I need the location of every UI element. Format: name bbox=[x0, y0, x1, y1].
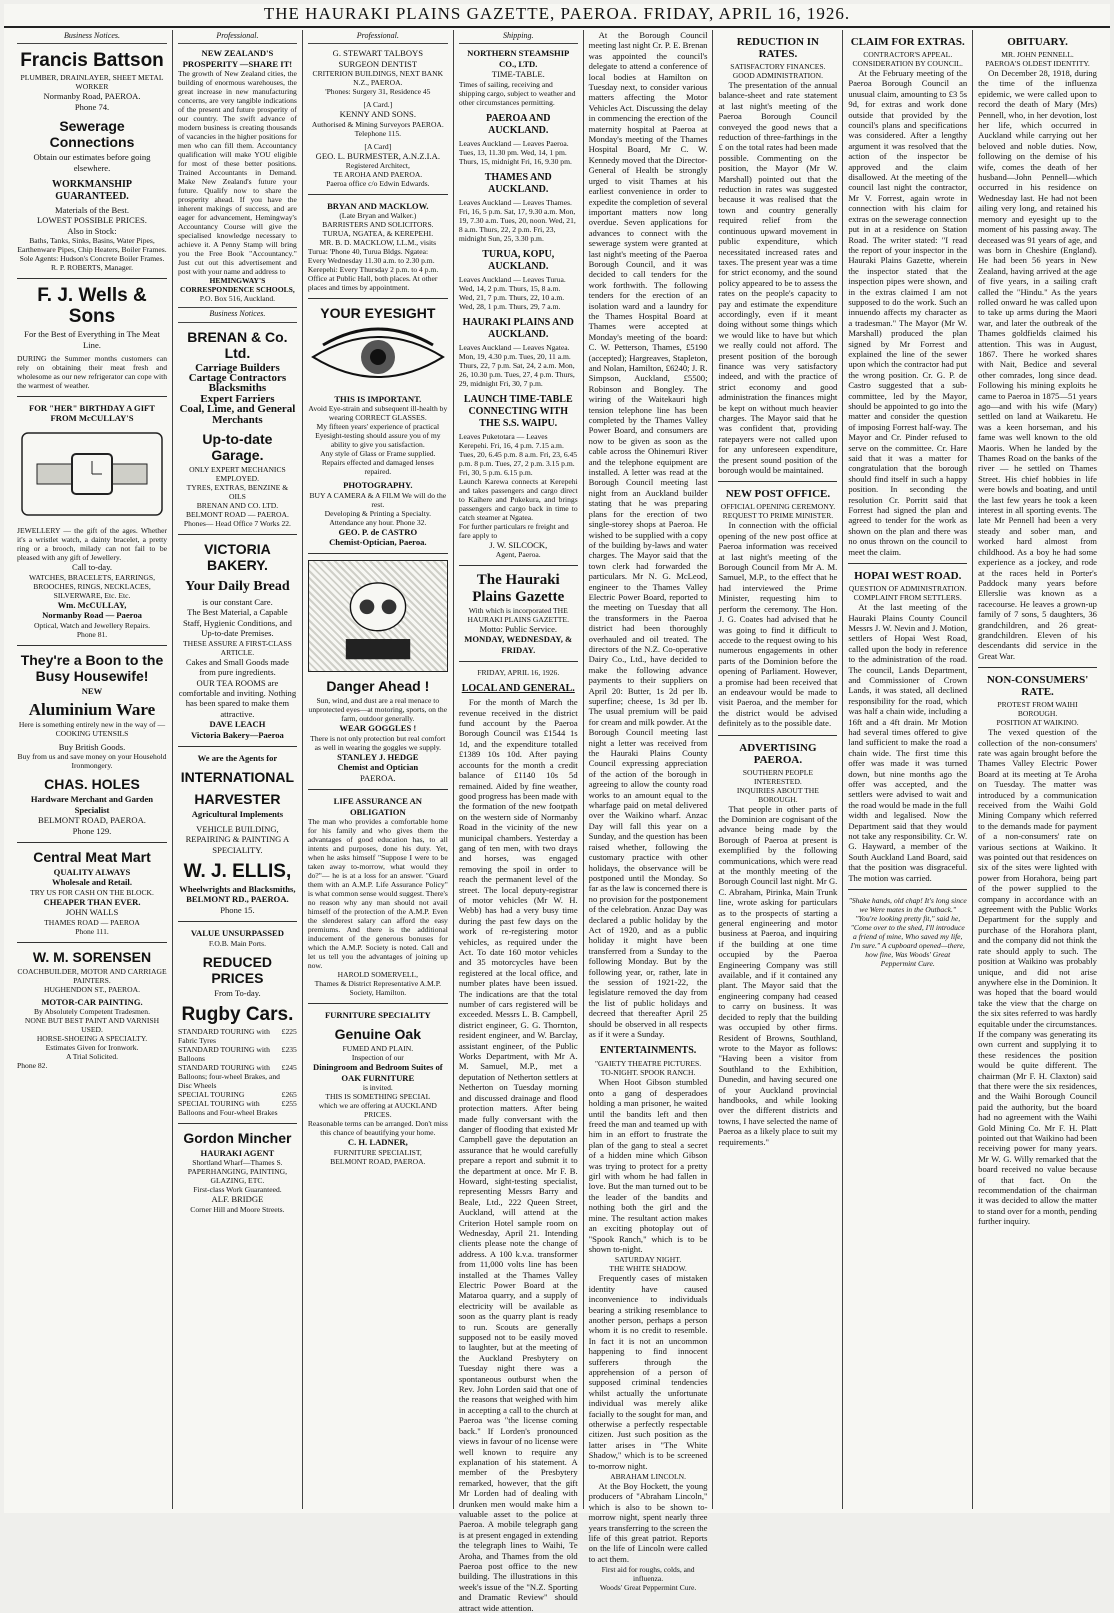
life-head: LIFE ASSURANCE AN OBLIGATION bbox=[333, 796, 422, 817]
column-8 bbox=[973, 30, 1102, 1509]
sorensen-addr: HUGHENDON ST., PAEROA. bbox=[44, 984, 140, 994]
harvester-l3: Agricultural Implements bbox=[191, 809, 284, 820]
burmester-addr: TE AROHA AND PAEROA. bbox=[333, 170, 423, 180]
bryan-trade: BARRISTERS AND SOLICITORS. bbox=[322, 220, 434, 230]
brenan-addr: BELMONT ROAD — PAEROA. bbox=[185, 510, 289, 520]
mccullay-call: Call to-day. bbox=[71, 562, 112, 573]
divider bbox=[178, 746, 297, 747]
local-general-body: For the month of March the revenue received in the district fund account by the Paeroa Borough Council was £1544 1s 1d, and the expenditure totalled £1389 10s 10d. After paying accounts for the month a credit balance of £1140 10s 5d remained. Aided by fine weather, good progress has been made with the formation of the new footpath on the western side of Normanby Road in the vicinity of the new municipal chambers. Yesterday a gang of ten men, with two drays and horses, was engaged removing the spoil in order to reach the permanent level of the street. The local deputy-registrar of motor vehicles (Mr W. H. Webb) has had a very busy time during the past few days on the work of re-registering motor vehicles, as required under the Act. To date 160 motor vehicles and 35 motorcycles have been registered at the local office, and number plates have been issued. The indications are that the total number of cars registered will be exceeded. Messrs L. B. Campbell, district engineer, G. G. Thornton, resident engineer, and W. Barclay, assistant engineer, of the Public Works Department, with Mr A. M. Samuel, M.P., met a deputation of Netherton settlers at Netherton on Tuesday morning and discussed drainage and flood protection matters. After being made fully conversant with the danger of flooding that existed Mr Campbell gave the deputation an assurance that he would carefully prepare a report and submit it to the department at once. Mr F. B. Howard, sight-testing specialist, representing Messrs Barry and Beale, Ltd., 222 Queen Street, Auckland, will attend at the Criterion Hotel sample room on Wednesday, April 21. Intending clients please note the change of address. A 100 k.v.a. transformer from 11,000 volts line has been installed at the Thames Valley Electric Power Board at the Mataroa quarry, and a supply of electricity will be available as soon as the quarry plant is ready to run. Scouts are generally supposed not to be easily moved to laughter, but at the meeting of the Auckland Presbytery on Tuesday night there was a spontaneous outburst when the Rev. John Lorden said that one of the reasons that weighed with him in accepting a call to the church at Paeroa was "the license coming back." If Lorden's pronounced views in favour of no license were well known to require any explanation of his statement. A member of the Presbytery remarked, however, that the gift Mr Lorden had of dealing with drunken men would make him a valuable asset to the police at Paeroa. A mobile telegraph gang is at present engaged in extending the telegraph lines to Waihi, Te Aroha, and Thames from the old Paeroa post office to the new building. The illustrations in this week's issue of the "N.Z. Sporting and Dramatic Review" should attract wide attention. bbox=[458, 697, 578, 1613]
sorensen-phone: Phone 82. bbox=[17, 1060, 48, 1070]
non-consumers-head: NON-CONSUMERS' RATE. bbox=[986, 674, 1089, 699]
eyesight-any: Any style of Glass or Frame supplied. bbox=[320, 449, 436, 459]
stock-text: Also in Stock: bbox=[67, 225, 117, 236]
furniture-inv: is invited. bbox=[362, 1083, 393, 1093]
entertainments-head: ENTERTAINMENTS. bbox=[599, 1045, 697, 1057]
furniture-oakf: OAK FURNITURE bbox=[341, 1072, 415, 1083]
obituary-body: On December 28, 1918, during the time of the influenza epidemic, we were called upon to record the death of Mary (Mrs) Pennell, who, in her devotion, lost her life, which occurred in Auckland while carrying out her beloved and noble duties. Now, following on the demise of his wife, comes the death of her husband—John Pennell—which occurred in his residence on Wednesday last. He had not been ailing very long, and retained his memory and eyesight up to the moment of his passing away. The deceased was 91 years of age, and was born in Cheshire (England). He had been 56 years in New Zealand, having arrived at the age of five years, in a sailing craft called the "Hindu." As the years rolled onward he was called upon to take up arms during the Maori war, and later the outbreak of the Thames goldfields claimed his attention. This was in August, 1867. There he worked shares with Nait, Bedice and several other comrades, long since dead. Following his mining exploits he came to Paeroa in 1875—51 years ago—and with his wife (Mary) settled on land at Waikaretu. He was a keen horseman, and his fame was well known to the old Maoris. When he landed by the Thames Road on the banks of the river — he settled on Thames Street. His chief hobbies in life were bowls and boating, and until the last few years he took a keen interest in all sporting events. The late Mr Pennell had been a very steady and sober man, and worked hard almost from childhood. As a boy he had some experience as a jockey, and rode at the races held in Porter's Paddock many years before Ellerslie was known as a racecourse. He leaves a grown-up family of 7 sons, 5 daughters, 36 grandchildren, and 26 great-grandchildren. Eleven of his descendants did service in the Great War. bbox=[978, 68, 1097, 661]
stanley-name: STANLEY J. HEDGE bbox=[337, 751, 419, 762]
boon-head: They're a Boon to the Busy Housewife! bbox=[20, 651, 164, 684]
battson-trade: PLUMBER, DRAINLAYER, SHEET METAL WORKER bbox=[20, 73, 164, 92]
divider bbox=[978, 667, 1097, 668]
harvester-l1: INTERNATIONAL bbox=[180, 769, 295, 786]
section-kicker-2: Business Notices. bbox=[178, 307, 297, 322]
column-5 bbox=[584, 30, 714, 1593]
section-kicker: Business Notices. bbox=[17, 30, 167, 44]
victoria-tea: OUR TEA ROOMS are comfortable and inviting. Nothing has been spared to make them attractive. bbox=[178, 677, 297, 719]
woods-verse: "Shake hands, old chap! It's long since we Were mates in the Outback." "You're looking pretty fit," said he, "Come over to the shed, I'll introduce a friend of mine, Who saved my life, I'm sure." A cupboard opened—there, how fine, Was Woods' Great Peppermint Cure. bbox=[848, 896, 967, 969]
column-1 bbox=[12, 30, 173, 1509]
divider bbox=[17, 396, 167, 397]
furniture-room: Diningroom and Bedroom Suites of bbox=[313, 1062, 443, 1073]
claim-sub-2: CONSIDERATION BY COUNCIL. bbox=[852, 59, 963, 68]
stanley-title: Chemist and Optician bbox=[337, 762, 419, 773]
ellis-trade: Wheelwrights and Blacksmiths, bbox=[179, 883, 296, 894]
divider bbox=[718, 481, 837, 482]
sorensen-est: Estimates Given for Ironwork. bbox=[45, 1042, 139, 1052]
brenan-garage: Up-to-date Garage. bbox=[202, 431, 273, 464]
furniture-special: THIS IS SOMETHING SPECIAL bbox=[325, 1092, 431, 1102]
materials-text: Materials of the Best. bbox=[55, 205, 129, 216]
brenan-l4: Expert Farriers bbox=[200, 392, 275, 405]
ellis-addr: BELMONT RD., PAEROA. bbox=[186, 894, 289, 905]
british-text-2: Buy from us and save money on your Household Ironmongery. bbox=[17, 752, 167, 771]
value-head: VALUE UNSURPASSED bbox=[190, 928, 284, 939]
agent-name: J. W. SILCOCK, bbox=[489, 539, 548, 550]
route-head: TURUA, KOPU, AUCKLAND. bbox=[482, 248, 555, 272]
mccullay-head: FOR "HER" BIRTHDAY A GIFT FROM McCULLAY'S bbox=[28, 403, 156, 424]
column-7 bbox=[843, 30, 973, 1509]
wells-tag: For the Best of Everything in The Meat Line. bbox=[24, 329, 160, 350]
bryan-sched: Turua: 'Phone 40, Turua Bldgs. Ngatea: Every Wednesday 11.30 a.m. to 2.30 p.m. Kerepehi: Every Thursday 2 p.m. to 4 p.m. bbox=[307, 247, 439, 275]
prosperity-body: The growth of New Zealand cities, the building of enormous warehouses, the great increase in new manufacturing concerns, are very tangible indications of the present and future prosperity of our country. The swift advance of modern business is creating thousands of vacancies in the higher positions for men who can fill them. Accountancy qualification will make YOU eligible for most of these better positions. Trained Accountants in Demand. Make New Zealand's future your future. Qualify now to share the prosperity ahead. If you have the inherent makings of success, and are eager for advancement, Hemingway's Accountancy Course will give the specialised knowledge necessary to achieve it. A Penny Stamp will bring you the Free Book "Accountancy." Just cut out this advertisement and post with your name and address to bbox=[178, 69, 297, 277]
obituary-sub: MR. JOHN PENNELL. bbox=[1001, 50, 1074, 59]
first-aid-text: First aid for roughs, colds, and influenza. bbox=[601, 1565, 695, 1584]
kenny-trade: Authorised & Mining Surveyors PAEROA. bbox=[311, 119, 444, 129]
talboys-bld: CRITERION BUILDINGS, NEXT BANK N.Z., PAEROA. bbox=[312, 69, 444, 88]
aluminium-head: Aluminium Ware bbox=[28, 699, 156, 719]
burmester-title: Registered Architect, bbox=[345, 161, 410, 171]
battson-addr: Normanby Road, PAEROA. bbox=[43, 91, 141, 102]
castro-name: GEO. P. de CASTRO bbox=[338, 526, 418, 537]
meatmart-name: Central Meat Mart bbox=[33, 848, 151, 865]
brenan-l3: Blacksmiths bbox=[208, 382, 267, 395]
section-kicker: Professional. bbox=[308, 30, 448, 44]
danger-wear: WEAR GOGGLES ! bbox=[339, 723, 417, 734]
post-office-head: NEW POST OFFICE. bbox=[725, 488, 831, 501]
kenny-tel: Telephone 115. bbox=[354, 128, 402, 138]
danger-body: Sun, wind, and dust are a real menace to unprotected eyes—at motoring, sports, on the farm, outdoor generally. bbox=[308, 696, 448, 724]
card-label-2: [A Card] bbox=[364, 141, 392, 151]
local-general-head: LOCAL AND GENERAL. bbox=[461, 683, 575, 695]
brenan-l1: Carriage Builders bbox=[195, 361, 280, 374]
talboys-phones: 'Phones: Surgery 31, Residence 45 bbox=[325, 87, 431, 97]
eyesight-exp: My fifteen years' experience of practical Eyesight-testing should assure you of my ability to give you satisfaction. bbox=[315, 422, 441, 450]
rates-sub-2: GOOD ADMINISTRATION. bbox=[732, 71, 824, 80]
bryan-towns: TURUA, NGATEA, & KEREPEHI. bbox=[322, 229, 434, 239]
ellis-name: W. J. ELLIS, bbox=[183, 860, 292, 882]
prices-text: LOWEST POSSIBLE PRICES. bbox=[37, 215, 147, 226]
divider bbox=[17, 645, 167, 646]
columns bbox=[12, 30, 1102, 1613]
photo-head: PHOTOGRAPHY. bbox=[343, 480, 413, 491]
post-office-sub: OFFICIAL OPENING CEREMONY. bbox=[720, 502, 836, 512]
gordon-corner: Corner Hill and Moore Streets. bbox=[190, 1204, 285, 1214]
obituary-sub-2: PAEROA'S OLDEST IDENTITY. bbox=[985, 59, 1090, 68]
lincoln-head: ABRAHAM LINCOLN. bbox=[610, 1472, 687, 1482]
life-body: The man who provides a comfortable home for his family and who gives them the advantages of good education has, to all intents and purposes, done his duty. Yet, when he asks himself "Suppose I were to be taken away to-morrow, what would they do?"— he is at a loss for an answer. "Guard them with an A.M.P. Life Assurance Policy" is what common sense would suggest. There's no reason why any man should not avail himself of the protection of the A.M.P. Even the slenderest salary can afford the easy premiums. And there is the additional inducement of the generous bonuses for which the A.M.P. Society is noted. Call and let us tell you the advantages of joining up now. bbox=[307, 816, 448, 970]
price-row: STANDARD TOURING with Fabric Tyres £225 bbox=[178, 1027, 297, 1045]
divider bbox=[718, 735, 837, 736]
gordon-alf: ALF. BRIDGE bbox=[211, 1194, 264, 1205]
meatmart-quality: QUALITY ALWAYS bbox=[53, 866, 131, 877]
divider bbox=[178, 534, 297, 535]
sorensen-name: W. M. SORENSEN bbox=[32, 948, 152, 965]
brenan-mech: ONLY EXPERT MECHANICS EMPLOYED. bbox=[189, 465, 286, 484]
furniture-terms: Reasonable terms can be arranged. Don't miss this chance of beautifying your home. bbox=[307, 1119, 448, 1138]
victoria-dave: DAVE LEACH bbox=[209, 719, 266, 730]
news-body: At the Borough Council meeting last night Cr. P. E. Brenan was appointed the council's delegate to attend a conference of local bodies at Hamilton on Tuesday next, to consider various matters affecting the Motor Vehicles Act. Discussing the delay in commencing the erection of the maternity hospital at Paeroa at Monday's meeting of the Thames Hospital Board, Mr C. W. Kennedy moved that the Director-General of Health be strongly urged to visit Thames at his earliest convenience in order to expedite the completion of several important matters now long overdue. Seven applications for advances to connect with the sewerage system were granted at last night's meeting of the Paeroa Borough Council, and it was decided to call tenders for the work forthwith. The following tenders for the erection of an isolation ward and a laundry for the Thames Hospital Board at Thames were accepted at Monday's meeting of the board: C. W. Petterson, Thames, £5190 (accepted); Hargreaves, Stapleton, and Nolan, Hamilton, £6240; J. R. Simpson, Auckland, £5500; Robinson and Bongley. The wiring of the Waitekauri high tension telephone line has been completed by the Thames Valley Power Board, and consumers are now to be given as soon as the cable across the Ohinemuri River and the telephone equipment are installed. A letter was read at the Borough Council meeting last night from an Auckland builder stating that he was preparing plans for the erection of two single-storey shops at Paeroa. He wished to be supplied with a copy of the building by-laws and water charges. The Mayor said that the town clerk had forwarded the particulars. Mr N. G. McLeod, engineer to the Thames Valley Electric Power Board, reported to the meeting on Tuesday that all the transformers in the Paeroa district had been thoroughly overhauled and oil treated. The directors of the N.Z. Co-operative Dairy Co., Ltd., have decided to make the following advance payments to their suppliers on April 20: Butter, 1s 2d per lb. superfine; cheese, 1s 3d per lb. The usual premium will be paid for cream and milk powder. At the Borough Council meeting last night a letter was received from the Hauraki Plains County Council expressing appreciation of the action of the borough in agreeing to allow the county road works to an amount equal to the wharfage paid on metal delivered over the Waikino wharf. Anzac Day will fall this year on a Sunday, and the question has been raised whether, following the customary practice with other holidays, the observance will be postponed until the Monday. So far as the law is concerned there is no provision for the postponement of the celebration. Anzac Day was declared a public holiday by the Act of 1920, and as a public holiday it might have been transferred from a Sunday to the following Monday. But by the following year, or, rather, late in the session of 1921-22, the legislature removed the day from the list of public holidays and decreed that thereafter April 25 should be observed in all respects as if it were a Sunday. bbox=[588, 30, 708, 1039]
prosperity-box: P.O. Box 516, Auckland. bbox=[199, 294, 276, 304]
castro-title: Chemist-Optician, Paeroa. bbox=[329, 537, 427, 548]
talboys-name: G. STEWART TALBOYS bbox=[332, 48, 424, 59]
price-row: SPECIAL TOURING with Balloons and Four-wheel Brakes £255 bbox=[178, 1099, 297, 1117]
mccullay-body: JEWELLERY — the gift of the ages. Whether it's a wristlet watch, a dainty bracelet, a pretty ring or a brooch, milady can not fail to be pleased with any gift of Jewellery. bbox=[17, 526, 167, 563]
obituary-head: OBITUARY. bbox=[1007, 36, 1068, 48]
brenan-tyres: TYRES, EXTRAS, BENZINE & OILS bbox=[186, 483, 289, 502]
gordon-first: First-class Work Guaranteed. bbox=[193, 1185, 282, 1195]
victoria-bread: Your Daily Bread bbox=[185, 579, 290, 595]
sorensen-paint: NONE BUT BEST PAINT AND VARNISH USED. bbox=[24, 1015, 160, 1034]
route-text: Leaves Auckland — Leaves Paeroa. Tues, 13, 11.30 pm. Wed, 14, 1 pm. Thurs, 15, midnight Fri, 16, 9.30 pm. bbox=[458, 138, 572, 166]
divider bbox=[848, 889, 967, 890]
photo-buy: BUY A CAMERA & A FILM We will do the rest. bbox=[309, 490, 447, 509]
entertainments-body: When Hoot Gibson stumbled onto a gang of desperadoes holding a man prisoner, he waited until the bandits left and then freed the man and teamed up with him in an effort to frustrate the plan of the gang to steal a secret of a hidden mine which Gibson was trying to protect for a pretty girl with whom he had fallen in love. But the man turned out to be the leader of the bandits and nothing both the girl and the mine. The resultant action makes an exciting photoplay out of "Spook Ranch," which is to be shown to-night. bbox=[588, 1077, 708, 1254]
aluminium-body: Here is something entirely new in the way of — COOKING UTENSILS bbox=[18, 719, 166, 738]
non-consumers-sub: PROTEST FROM WAIHI BOROUGH. bbox=[997, 700, 1078, 719]
rugby-name: Rugby Cars. bbox=[181, 1004, 294, 1025]
photo-att: Attendance any hour. Phone 32. bbox=[329, 517, 427, 527]
non-consumers-sub-2: POSITION AT WAIKINO. bbox=[996, 718, 1079, 728]
battson-phone: Phone 74. bbox=[74, 101, 110, 112]
launch-note: Launch Karewa connects at Kerepehi and takes passengers and cargo direct to Kaihere and Pukekura, and brings passengers and cargo back in time to catch steamer at Ngatea. bbox=[458, 476, 578, 522]
rugby-price-list bbox=[178, 1027, 297, 1117]
mccullay-list: WATCHES, BRACELETS, EARRINGS, BROOCHES, RINGS, NECKLACES, SILVERWARE, Etc. Etc. bbox=[29, 572, 155, 600]
victoria-body: The Best Material, a Capable Staff, Hygienic Conditions, and Up-to-date Premises. bbox=[182, 607, 292, 639]
meatmart-phone: Phone 111. bbox=[75, 926, 109, 936]
gordon-trade: PAPERHANGING, PAINTING, GLAZING, ETC. bbox=[187, 1167, 288, 1186]
lincoln-body: At the Boy Hockett, the young producers of "Abraham Lincoln," which is also to be shown to-morrow night, spent nearly three years transferring to the screen the life of this great patriot. Reports on the life of Lincoln were called to act them. bbox=[588, 1481, 708, 1564]
meatmart-try: TRY US FOR CASH ON THE BLOCK. bbox=[30, 887, 154, 897]
route-head: LAUNCH TIME-TABLE CONNECTING WITH THE S.S. WAIPU. bbox=[463, 393, 573, 429]
furniture-spec: FURNITURE SPECIALIST, bbox=[333, 1147, 422, 1157]
eyesight-rep: Repairs effected and damaged lenses repaired. bbox=[321, 458, 434, 477]
gazette-motto: Motto: Public Service. bbox=[479, 624, 558, 635]
brenan-l5: Coal, Lime, and General Merchants bbox=[179, 403, 296, 426]
harvester-l2: HARVESTER bbox=[194, 791, 281, 808]
route-text: Leaves Auckland — Leaves Ngatea. Mon, 19, 4.30 p.m. Tues, 20, 11 a.m. Thurs, 22, 7 p.m. Sat, 24, 2 a.m. Mon, 26, 10.30 p.m. Tues, 27, 4 p.m. Thurs, 29, midnight Fri, 30, 7 p.m. bbox=[458, 342, 575, 388]
gordon-name: Gordon Mincher bbox=[183, 1130, 292, 1146]
harvester-agents: We are the Agents for bbox=[197, 752, 278, 763]
divider bbox=[308, 789, 448, 790]
mccullay-trade: Optical, Watch and Jewellery Repairs. bbox=[33, 620, 151, 630]
holes-addr: BELMONT ROAD, PAEROA. bbox=[38, 815, 146, 826]
post-office-sub-2: REQUEST TO PRIME MINISTER. bbox=[722, 511, 834, 521]
gazette-days: MONDAY, WEDNESDAY, & FRIDAY. bbox=[464, 634, 573, 655]
entertainments-sub: "GAIETY THEATRE PICTURES. TO-NIGHT. SPOOK RANCH. bbox=[594, 1059, 702, 1078]
divider bbox=[308, 194, 448, 195]
sorensen-horse: HORSE-SHOEING A SPECIALTY. bbox=[36, 1033, 148, 1043]
stanley-town: PAEROA. bbox=[359, 772, 396, 783]
victoria-name: VICTORIA BAKERY. bbox=[204, 541, 271, 574]
gazette-incorp: With which is incorporated THE HAURAKI PLAINS GAZETTE. bbox=[467, 606, 569, 625]
sorensen-motor: MOTOR-CAR PAINTING. bbox=[41, 996, 143, 1007]
route-head: HAURAKI PLAINS AND AUCKLAND. bbox=[462, 316, 574, 340]
danger-head: Danger Ahead ! bbox=[326, 678, 430, 695]
route-text: Leaves Auckland — Leaves Thames. Fri, 16, 5 p.m. Sat, 17, 9.30 a.m. Mon, 19, 7.30 a.m. Tues, 20, noon. Wed, 21, 8 a.m. Thurs, 22, 2 p.m. Fri, 23, midnight Sun, 25, 3.30 p.m. bbox=[458, 197, 576, 243]
meatmart-walls: JOHN WALLS bbox=[65, 907, 119, 918]
divider bbox=[178, 1123, 297, 1124]
route-head: THAMES AND AUCKLAND. bbox=[484, 171, 552, 195]
manager-text: R. P. ROBERTS, Manager. bbox=[50, 263, 134, 273]
burmester-office: Paeroa office c/o Edwin Edwards. bbox=[326, 179, 430, 189]
holes-trade: Hardware Merchant and Garden Specialist bbox=[30, 794, 154, 815]
british-text: Buy British Goods. bbox=[58, 741, 126, 752]
danger-only: There is not only protection but real comfort as well in wearing the goggles we supply. bbox=[310, 733, 446, 752]
sorensen-comp: By Absolutely Competent Tradesmen. bbox=[33, 1006, 150, 1016]
sorensen-trade: COACHBUILDER, MOTOR AND CARRIAGE PAINTERS. bbox=[17, 966, 167, 985]
price-row: SPECIAL TOURING £265 bbox=[178, 1090, 297, 1099]
brenan-l2: Cartage Contractors bbox=[188, 372, 287, 385]
divider bbox=[308, 553, 448, 554]
white-shadow-head: THE WHITE SHADOW. bbox=[609, 1264, 687, 1274]
eye-icon bbox=[308, 327, 448, 387]
claim-head: CLAIM FOR EXTRAS. bbox=[850, 36, 965, 48]
route-text: Leaves Auckland — Leaves Turua. Wed, 14, 2 p.m. Thurs, 15, 8 a.m. Wed, 21, 7 p.m. Thurs, 22, 10 a.m. Wed, 28, 1 p.m. Thurs, 29, 7 a.m. bbox=[458, 274, 566, 311]
advertising-sub-2: INQUIRIES ABOUT THE BOROUGH. bbox=[736, 785, 819, 804]
wells-name: F. J. Wells & Sons bbox=[37, 285, 147, 328]
new-tag: NEW bbox=[81, 685, 103, 696]
furniture-fumed: FUMED AND PLAIN. bbox=[342, 1044, 414, 1054]
price-row: STANDARD TOURING with Balloons £235 bbox=[178, 1045, 297, 1063]
mccullay-name: Wm. McCULLAY, bbox=[57, 599, 127, 610]
mccullay-addr: Normanby Road — Paeroa bbox=[42, 610, 142, 621]
sewerage-head: Sewerage Connections bbox=[49, 118, 135, 151]
hopai-sub-2: COMPLAINT FROM SETTLERS. bbox=[853, 593, 962, 603]
divider bbox=[17, 842, 167, 843]
column-6 bbox=[713, 30, 843, 1509]
hopai-head: HOPAI WEST ROAD. bbox=[854, 570, 962, 583]
woods-text: Woods' Great Peppermint Cure. bbox=[599, 1583, 697, 1593]
mccullay-phone: Phone 81. bbox=[76, 629, 108, 639]
victoria-vb: Victoria Bakery—Paeroa bbox=[190, 729, 284, 740]
claim-body: At the February meeting of the Paeroa Borough Council an unusual claim, amounting to £3 5s 9d, for extras and work done outside that provided by the council's plans and specifications was considered. After a lengthy argument it was resolved that the action of the inspector be approved and the claim disallowed. At the meeting of the council last night the contractor, Mr V. Forrest, again wrote in connection with his claim for extras on the sewerage connection put in at a residence on Station Road. The writer stated: "I read the report of your inspector in the Hauraki Plains Gazette, wherein the inspector stated that the inspection pipes were shown, and in the extras claimed I am not supposed to do the work. Such an innuendo affects my character as a tradesman." The Mayor (Mr W. Marshall) produced the plan signed by Mr Forrest and explained the line of the sewer upon which the contractor had put the wrong position. Cr. G. P. de Castro suggested that a sub-committee, led by the Mayor, should be appointed to go into the matter and consider the question of imposing Forrest half-way. The Mayor and Cr. Pinder refused to serve on the committee. Cr. Hare said that it was a matter for congratulation that the borough should find itself in such a happy position. In seconding the resolution Cr. Porritt said that Forrest had signed the plan and agreed to tender for the work as shown on the plan and there was no onus thrown on the council to meet the claim. bbox=[848, 68, 968, 557]
card-label: [A Card.] bbox=[363, 100, 393, 110]
section-kicker: Shipping. bbox=[459, 30, 578, 44]
gazette-date: FRIDAY, APRIL 16, 1926. bbox=[477, 668, 560, 678]
route-text: Leaves Puketotara — Leaves Kerepehi. Fri, 16, 4 p.m. 7.15 a.m. Tues, 20, 6.45 p.m. 8 a.m. Fri, 23, 6.45 p.m. 8 p.m. Tues, 27, 2 p.m. 3.15 p.m. Fri, 30, 5 p.m. 6.15 p.m. bbox=[458, 431, 578, 477]
gordon-road: Shortland Wharf—Thames S. bbox=[192, 1158, 283, 1168]
furniture-which: which we are offering at AUCKLAND PRICES. bbox=[318, 1101, 437, 1120]
agents-text: Sole Agents: Hudson's Concrete Boiler Frames. bbox=[19, 254, 165, 264]
meatmart-cheaper: CHEAPER THAN EVER. bbox=[43, 896, 141, 907]
kenny-name: KENNY AND SONS. bbox=[339, 109, 416, 120]
advertising-head: ADVERTISING PAEROA. bbox=[739, 741, 817, 766]
divider bbox=[308, 298, 448, 299]
rates-sub: SATISFACTORY FINANCES. bbox=[730, 62, 826, 71]
furniture-insp: Inspection of our bbox=[351, 1053, 404, 1063]
divider bbox=[459, 565, 578, 566]
furniture-addr: BELMONT ROAD, PAEROA. bbox=[330, 1156, 426, 1166]
newspaper-page bbox=[4, 4, 1110, 1613]
victoria-assure: THESE ASSURE A FIRST-CLASS ARTICLE. bbox=[183, 638, 292, 657]
post-office-body: In connection with the official opening of the new post office at Paeroa information was received at last night's meeting of the Borough Council from Mr A. M. Samuel, M.P., to the effect that he had interviewed the Prime Minister, requesting him to perform the ceremony. The Hon. J. G. Coates had advised that he was going to find it difficult to accede to the request owing to his numerous engagements in other parts of the Dominion before the opening of Parliament. However, a promise had been received that an endeavour would be made to visit Paeroa, and the member for the district would be advised definitely as to the possible date. bbox=[718, 520, 838, 729]
victoria-cakes: Cakes and Small Goods made from pure ingredients. bbox=[185, 656, 289, 678]
meatmart-wholesale: Wholesale and Retail. bbox=[52, 877, 132, 888]
life-harold: HAROLD SOMERVELL, bbox=[337, 969, 419, 979]
harvester-vehicle: VEHICLE BUILDING, REPAIRING & PAINTING A SPECIALITY. bbox=[185, 823, 290, 855]
prosperity-head: NEW ZEALAND'S PROSPERITY —SHARE IT! bbox=[182, 48, 293, 69]
bryan-name: BRYAN AND MACKLOW. bbox=[327, 201, 429, 212]
divider bbox=[459, 661, 578, 662]
ellis-phone: Phone 15. bbox=[220, 904, 255, 915]
route-head: PAEROA AND AUCKLAND. bbox=[485, 112, 551, 136]
divider bbox=[17, 942, 167, 943]
white-shadow-body: Frequently cases of mistaken identity have caused inconvenience to individuals bearing a striking resemblance to another person, perhaps a person whom it is no credit to resemble. In fact it is not an uncommon happening to find innocent sufferers through the apprehension of a person of supposed criminal tendencies whilst actually the unfortunate individual was merely alike facially to the sought for man, and otherwise a perfectly respectable citizen. Just such position as the latter arises in "The White Shadow," which is to be screened to-morrow night. bbox=[588, 1273, 708, 1471]
victoria-const: is our constant Care. bbox=[202, 597, 273, 608]
gordon-agent: HAURAKI AGENT bbox=[200, 1148, 275, 1158]
brenan-co: BRENAN AND CO. LTD. bbox=[196, 501, 279, 511]
workmanship-head: WORKMANSHIP GUARANTEED. bbox=[52, 179, 132, 203]
holes-phone: Phone 129. bbox=[72, 825, 112, 836]
advertising-sub: SOUTHERN PEOPLE INTERESTED. bbox=[742, 767, 814, 786]
price-row: STANDARD TOURING with Balloons; four-wheel Brakes, and Disc Wheels £245 bbox=[178, 1063, 297, 1090]
bryan-dr: MR. B. D. MACKLOW, LL.M., visits bbox=[319, 238, 437, 248]
further-text: For further particulars re freight and fare apply to bbox=[458, 521, 569, 540]
advertising-body: That people in other parts of the Dominion are cognisant of the advance being made by the Borough of Paeroa at present is exemplified by the following communications, which were read at the monthly meeting of the Borough Council last night. Mr G. C. Abraham, Pirinka, Main Trunk line, wrote asking for particulars as to the prospects of starting a general engineering and motor business at Paeroa, and inquiring if the building at one time occupied by the Paeroa Engineering Company was still available, and if it contained any plant. The Mayor said that the engineering company had ceased to carry on business. It was decided to reply that the building was occupied by other firms. Resident of Browns, Southland, wrote to the Mayor as follows: "Having been a visitor from Southland to the Exhibition, Dunedin, and having secured one of your Auckland provincial handbooks, and while looking over the different districts and towns, I have selected the name of Paeroa as a likely place to suit my requirements." bbox=[718, 803, 838, 1147]
sewerage-text: Obtain our estimates before going elsewhere. bbox=[33, 152, 151, 173]
burmester-name: GEO. L. BURMESTER, A.N.Z.I.A. bbox=[315, 150, 441, 161]
divider bbox=[17, 278, 167, 279]
talboys-title: SURGEON DENTIST bbox=[338, 58, 418, 69]
saturday-head: SATURDAY NIGHT. bbox=[614, 1255, 682, 1265]
meatmart-road: THAMES ROAD — PAEROA bbox=[44, 917, 140, 927]
photo-dev: Developing & Printing a Specialty. bbox=[324, 508, 432, 518]
agent-town: Agent, Paeroa. bbox=[495, 550, 541, 560]
bryan-late: (Late Bryan and Walker.) bbox=[339, 211, 417, 221]
motorist-icon bbox=[309, 561, 447, 671]
divider bbox=[848, 563, 967, 564]
column-3 bbox=[303, 30, 454, 1509]
holes-name: CHAS. HOLES bbox=[44, 776, 140, 793]
prosperity-school: HEMINGWAY'S CORRESPONDENCE SCHOOLS, bbox=[180, 276, 295, 295]
wristwatch-icon bbox=[17, 428, 167, 520]
eyesight-important: THIS IS IMPORTANT. bbox=[334, 393, 422, 404]
timetable-head: TIME-TABLE. bbox=[491, 69, 545, 80]
gazette-title: The Hauraki Plains Gazette bbox=[472, 572, 565, 606]
eyesight-avoid: Avoid Eye-strain and subsequent ill-health by wearing CORRECT GLASSES. bbox=[308, 404, 448, 423]
motoring-illustration bbox=[308, 560, 448, 672]
non-consumers-body: The vexed question of the collection of the non-consumers' rate was again brought before the Thames Valley Electric Power Board at its meeting at Te Aroha on Tuesday. The matter was introduced by a communication received from the Waihi Gold Mining Company which referred to the demands made for payment of a non-consumers' rate on various sections at Waikino. It was pointed out that residences on six of the sites were lighted with power from Horahora, being part of the power supplied to the company in accordance with an agreement with the Public Works Department for the supply and purchase of the Horahora plant, and the company did not think the rate should apply to such. The position at Waikino was probably unique, and did not arise anywhere else in the Dominion. It was hoped that the board would take the view that the charge on the six sites referred to was hardly equitable under the circumstances. If the company was generating its own current and supplying it to these residences the position would be quite different. The chairman (Mr F. H. Claxton) said that there were the six residences, and the Waihi Borough Council paid the authority, but the board had no agreement with the Waihi Gold Mining Co. Mr F. H. Platt pointed out that Waikino had been receiving power for many years. Mr W. G. Willy remarked that the board received no value because of that fact. On the recommendation of the chairman it was decided to allow the matter to stand over for a month, pending further inquiry. bbox=[978, 727, 1097, 1227]
bryan-office: Office at Public Hall, both places. At other places and times by appointment. bbox=[307, 274, 438, 293]
fob-text: F.O.B. Main Ports. bbox=[208, 938, 267, 948]
today-text: From To-day. bbox=[214, 987, 261, 998]
column-2 bbox=[173, 30, 303, 1509]
furniture-ladner: C. H. LADNER, bbox=[347, 1137, 408, 1148]
rates-head: REDUCTION IN RATES. bbox=[736, 36, 819, 60]
masthead: THE HAURAKI PLAINS GAZETTE, PAEROA. FRIDAY, APRIL 16, 1926. bbox=[4, 4, 1110, 28]
timetable-note: Times of sailing, receiving and shipping cargo, subject to weather and other circumstances permitting. bbox=[458, 79, 576, 107]
rates-body: The presentation of the annual balance-sheet and rate statement at last night's meeting of the Paeroa Borough Council conveyed the good news that a reduction of three-farthings in the £ on the total rates had been made possible. Commenting on the position, the Mayor (Mr W. Marshall) pointed out that the reduction in rates was suggested because it was realised that the town and country generally required relief from the continuous upward movement in public expenditure, which necessitated increased rates and taxes. The present year was a time for strict economy, and the sound policy appeared to be to assess the rates on the people's capacity to pay and estimate the expenditure accordingly, even if it meant doing without some things which we would like to have but which we really could not afford. The present position of the borough finance was very satisfactory indeed, and with the practice of strict economy and good administration the finances might be kept on without much heavier charges. The Mayor said that he was confident that, providing ratepayers were not called upon for any unforeseen expenditure, the present sound position of the borough would be maintained. bbox=[718, 80, 838, 476]
battson-name: Francis Battson bbox=[20, 50, 164, 72]
hopai-sub: QUESTION OF ADMINISTRATION. bbox=[848, 584, 967, 594]
sorensen-trial: A Trial Solicited. bbox=[65, 1051, 119, 1061]
reduced-head: REDUCED PRICES bbox=[202, 953, 273, 986]
divider bbox=[178, 921, 297, 922]
claim-sub: CONTRACTOR'S APPEAL. bbox=[863, 50, 953, 59]
goods-text: Baths, Tanks, Sinks, Basins, Water Pipes, Earthenware Pipes, Chip Heaters, Boiler Frames. bbox=[17, 236, 167, 255]
eyesight-head: YOUR EYESIGHT bbox=[320, 305, 436, 322]
nsc-head: NORTHERN STEAMSHIP CO., LTD. bbox=[467, 48, 570, 69]
column-4 bbox=[454, 30, 584, 1613]
life-agent: Thames & District Representative A.M.P. Society, Hamilton. bbox=[314, 978, 441, 997]
brenan-phones: Phones— Head Office 7 Works 22. bbox=[183, 519, 291, 529]
hopai-body: At the last meeting of the Hauraki Plains County Council Messrs J. W. Nevin and J. Motion, settlers of Hopai West Road, called upon the body in reference to the administration of the road. The council, Lands Department, and Commissioner of Crown Lands, it was stated, all declined responsibility for the road, which was half a chain wide, including a 16ft and a 4ft drain. Mr Motion had several times offered to give land sufficient to make the road a chain wide. The first time this offer was made it was turned down, but nine months ago the offer was accepted, and the settlers were advised to wait and the road would be made in the full width and legalised. Now the Department said that they would not take any responsibility. Cr. W. G. Hayward, a member of the South Auckland Land Board, said that the position was disgraceful. The motion was carried. bbox=[848, 602, 968, 883]
divider bbox=[308, 1003, 448, 1004]
furniture-oak: Genuine Oak bbox=[334, 1026, 421, 1043]
wells-body: DURING the Summer months customers can rely on obtaining their meat fresh and wholesome as our new refrigerator can cope with the warmest of weather. bbox=[17, 354, 167, 391]
brenan-name: BRENAN & Co. Ltd. bbox=[187, 328, 288, 361]
section-kicker: Professional. bbox=[178, 30, 297, 44]
furniture-head: FURNITURE SPECIALITY bbox=[324, 1009, 431, 1020]
